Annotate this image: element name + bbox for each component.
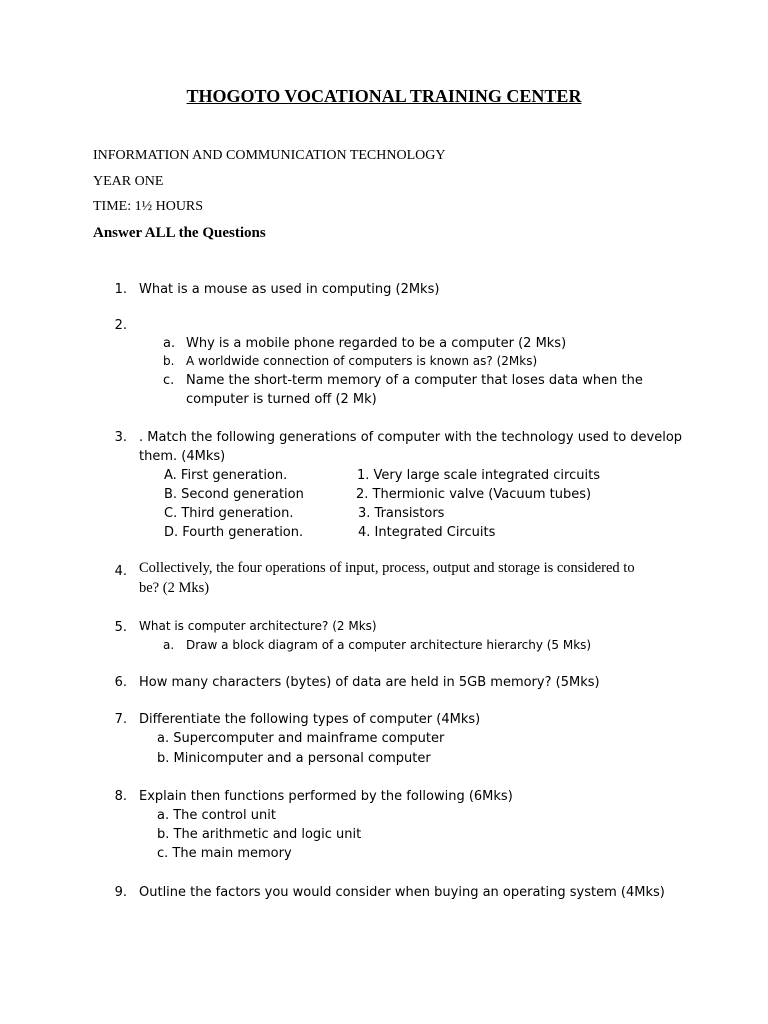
list-item: b. The arithmetic and logic unit (157, 827, 362, 842)
subquestion-text: A worldwide connection of computers is known as? (2Mks) (186, 354, 538, 368)
question-number: 4. (114, 564, 127, 579)
subquestion-text: Why is a mobile phone regarded to be a computer (2 Mks) (186, 336, 567, 351)
subquestion-label: a. (163, 638, 175, 652)
question-number: 5. (114, 620, 127, 635)
time-heading: TIME: 1½ HOURS (93, 199, 204, 214)
list-item: c. The main memory (157, 846, 292, 861)
question-number: 8. (114, 789, 127, 804)
question-text: Collectively, the four operations of input, process, output and storage is considered to (139, 560, 635, 576)
subquestion-text-cont: computer is turned off (2 Mk) (186, 392, 377, 407)
match-right-item: 2. Thermionic valve (Vacuum tubes) (356, 487, 592, 502)
question-number: 7. (114, 712, 127, 727)
subquestion-text: Name the short-term memory of a computer that loses data when the (186, 373, 643, 388)
list-item: a. Supercomputer and mainframe computer (157, 731, 445, 746)
question-text-cont: be? (2 Mks) (139, 580, 210, 596)
question-number: 2. (114, 318, 127, 333)
subquestion-label: b. (163, 354, 175, 368)
subquestion-label: a. (163, 336, 176, 351)
question-text: Differentiate the following types of computer (4Mks) (139, 712, 481, 727)
question-text-cont: them. (4Mks) (139, 449, 226, 464)
match-left-item: A. First generation. (164, 468, 288, 483)
question-number: 9. (114, 885, 127, 900)
subquestion-text: Draw a block diagram of a computer architecture hierarchy (5 Mks) (186, 638, 592, 652)
match-left-item: D. Fourth generation. (164, 525, 304, 540)
question-text: What is a mouse as used in computing (2Mks) (139, 282, 440, 297)
question-text: How many characters (bytes) of data are held in 5GB memory? (5Mks) (139, 675, 600, 690)
subquestion-label: c. (163, 373, 175, 388)
match-right-item: 1. Very large scale integrated circuits (357, 468, 600, 483)
match-right-item: 3. Transistors (358, 506, 445, 521)
document-title: THOGOTO VOCATIONAL TRAINING CENTER (186, 86, 582, 106)
question-number: 3. (114, 430, 127, 445)
subject-heading: INFORMATION AND COMMUNICATION TECHNOLOGY (93, 148, 446, 163)
list-item: a. The control unit (157, 808, 276, 823)
question-number: 1. (114, 282, 127, 297)
list-item: b. Minicomputer and a personal computer (157, 751, 431, 766)
year-heading: YEAR ONE (93, 174, 164, 189)
match-left-item: B. Second generation (164, 487, 304, 502)
question-text: Explain then functions performed by the following (6Mks) (139, 789, 513, 804)
instruction-heading: Answer ALL the Questions (93, 225, 266, 241)
question-number: 6. (114, 675, 127, 690)
question-text: . Match the following generations of computer with the technology used to develop (139, 430, 683, 445)
question-text: Outline the factors you would consider when buying an operating system (4Mks) (139, 885, 665, 900)
match-left-item: C. Third generation. (164, 506, 294, 521)
match-right-item: 4. Integrated Circuits (358, 525, 496, 540)
question-text: What is computer architecture? (2 Mks) (139, 619, 377, 633)
